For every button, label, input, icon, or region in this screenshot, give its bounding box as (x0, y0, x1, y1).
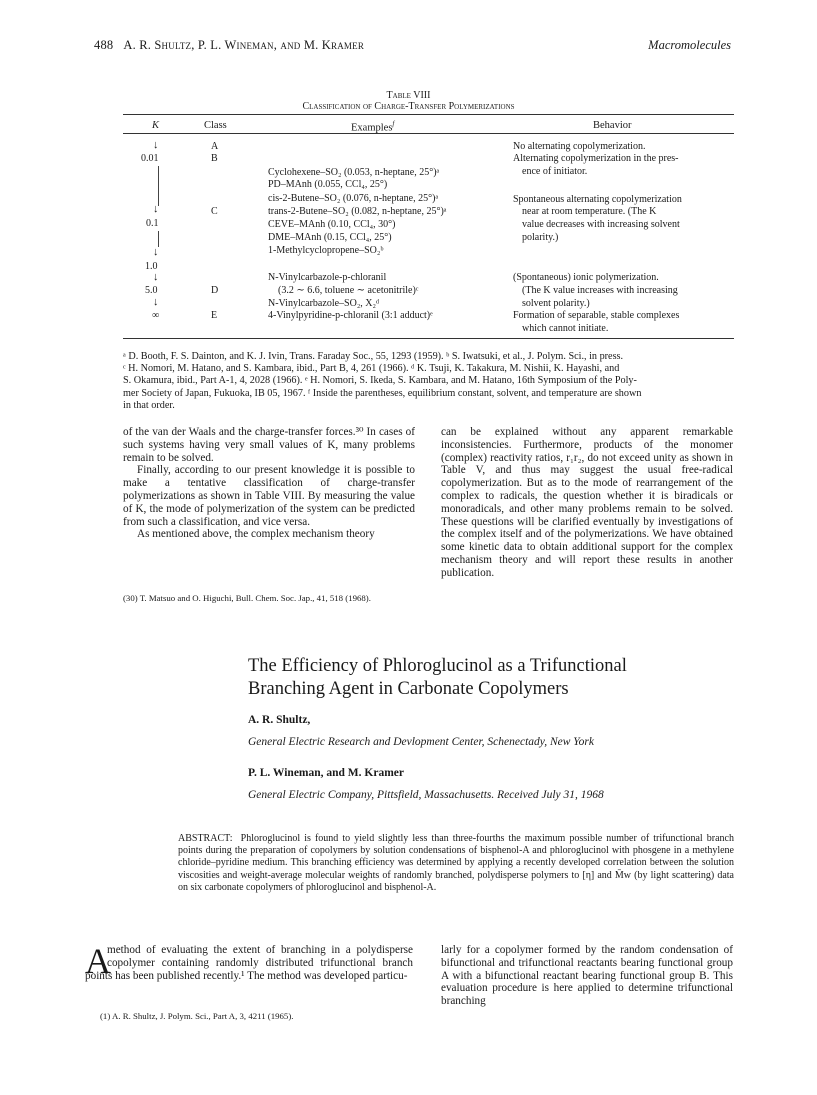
class-label: A (211, 141, 219, 152)
behavior-text: (The K value increases with increasing (522, 285, 678, 296)
class-label: B (211, 153, 218, 164)
example-entry: PD–MAnh (0.055, CCl₄, 25°) (268, 179, 388, 190)
k-value: 0.1 (146, 218, 159, 229)
abstract (178, 833, 734, 894)
behavior-text: (Spontaneous) ionic polymerization. (513, 272, 659, 283)
down-arrow-icon: ↓ (153, 246, 159, 258)
table-footnote: S. Okamura, ibid., Part A-1, 4, 2028 (1966). ᵉ H. Nomori, S. Ikeda, S. Kambara, and M. Hatano, 16th Symposium of the Poly- (123, 375, 637, 387)
left-column-text (123, 426, 415, 541)
behavior-text: polarity.) (522, 232, 559, 243)
example-entry: (3.2 ∼ 6.6, toluene ∼ acetonitrile)ᶜ (278, 285, 419, 296)
affiliation-1: General Electric Research and Devlopment Center, Schenectady, New York (248, 736, 594, 748)
reference-1: (1) A. R. Shultz, J. Polym. Sci., Part A, 3, 4211 (1965). (100, 1011, 294, 1021)
behavior-text: No alternating copolymerization. (513, 141, 646, 152)
table-label: Table VIII (386, 90, 431, 101)
example-entry: cis-2-Butene–SO₂ (0.076, n-heptane, 25°)ᵃ (268, 193, 439, 204)
col-header-behavior: Behavior (593, 120, 632, 131)
body-paragraph: can be explained without any apparent remarkable inconsistencies. Furthermore, products of the monomer (complex) reactivity ratios, r₁r₂, do not exceed unity as shown in Table V, and thus may suggest the usual free-radical copolymerization. But as to the mode of rearrangement of the complex to radicals, the question whether it is biradicals or monoradicals, and other many problems remain to be solved. These questions will be clarified eventually by investigations of the complex itself and of the polymerizations. We have obtained some kinetic data to obtain additional support for the complex mechanism theory and will report these results in another publication. (441, 426, 733, 579)
behavior-text: solvent polarity.) (522, 298, 590, 309)
intro-left-text: method of evaluating the extent of branching in a polydisperse copolymer containing randomly distributed trifunctional branch points has been published recently.¹ The method was developed particu- (85, 944, 413, 982)
behavior-text: Formation of separable, stable complexes (513, 310, 680, 321)
behavior-text: near at room temperature. (The K (522, 206, 657, 217)
col-header-class: Class (204, 120, 227, 131)
journal-name: Macromolecules (648, 38, 731, 52)
page-number: 488 (94, 38, 114, 52)
author-2: P. L. Wineman, and M. Kramer (248, 767, 405, 779)
behavior-text: which cannot initiate. (522, 323, 609, 334)
class-label: E (211, 310, 218, 321)
behavior-text: Alternating copolymerization in the pres- (513, 153, 679, 164)
col-header-examples: Examples$^f$ (351, 120, 395, 134)
k-scale-line (158, 166, 159, 206)
body-paragraph: of the van der Waals and the charge-transfer forces.³⁰ In cases of such systems having very small values of K, many problems remain to be solved. (123, 426, 415, 464)
body-paragraph: As mentioned above, the complex mechanism theory (137, 528, 375, 541)
example-entry: 1-Methylcyclopropene–SO₂ᵇ (268, 245, 384, 256)
k-value: 5.0 (145, 285, 158, 296)
abstract-text: Phloroglucinol is found to yield slightly less than three-fourths the maximum possible number of trifunctional branch points during the preparation of copolymers by solution condensations of bisphenol-A and phloroglucinol with phosgene in a methylene chloride–pyridine medium. This branching efficiency was determined by applying a recently developed correlation between the solution viscosities and weight-average molecular weights of randomly branched, polydisperse polymers to [η] and M̄w (by light scattering) data on six carbonate copolymers of phloroglucinol and bisphenol-A. (178, 833, 734, 893)
author-1: A. R. Shultz, (248, 714, 311, 726)
example-entry: N-Vinylcarbazole-p-chloranil (268, 272, 387, 283)
table-footnote: ᶜ H. Nomori, M. Hatano, and S. Kambara, ibid., Part B, 4, 261 (1966). ᵈ K. Tsuji, K. Takakura, M. Nishii, K. Hayashi, and (123, 363, 620, 375)
abstract-label: ABSTRACT: (178, 833, 233, 844)
down-arrow-icon: ↓ (153, 203, 159, 215)
down-arrow-icon: ↓ (153, 139, 159, 151)
k-value: 1.0 (145, 261, 158, 272)
example-entry: Cyclohexene–SO₂ (0.053, n-heptane, 25°)ᵃ (268, 167, 440, 178)
table-footnotes (123, 351, 735, 412)
example-entry: CEVE–MAnh (0.10, CCl₄, 30°) (268, 219, 396, 230)
example-entry: N-Vinylcarbazole–SO₂, X₂ᵈ (268, 298, 380, 309)
example-entry: 4-Vinylpyridine-p-chloranil (3:1 adduct)ᵉ (268, 310, 433, 321)
table-header-rule (123, 133, 734, 134)
table-footnote: ᵃ D. Booth, F. S. Dainton, and K. J. Ivin, Trans. Faraday Soc., 55, 1293 (1959). ᵇ S. Iwatsuki, et al., J. Polym. Sci., in press. (123, 351, 624, 362)
behavior-text: value decreases with increasing solvent (522, 219, 680, 230)
behavior-text: ence of initiator. (522, 166, 588, 177)
article-title: The Efficiency of Phloroglucinol as a Trifunctional Branching Agent in Carbonate Copolymers (248, 656, 627, 699)
body-paragraph: Finally, according to our present knowledge it is possible to make a tentative classification of charge-transfer polymerizations as shown in Table VIII. By measuring the value of K, the mode of polymerization of the system can be predicted from such a classification, and vice versa. (123, 464, 415, 528)
col-header-k: K (152, 120, 160, 131)
class-label: D (211, 285, 219, 296)
class-label: C (211, 206, 218, 217)
intro-right-text: larly for a copolymer formed by the random condensation of bifunctional and trifunctional reactants bearing functional group A with a bifunctional reactant bearing functional group B. This evaluation procedure is here applied to determine trifunctional branching (441, 944, 733, 1008)
behavior-text: Spontaneous alternating copolymerization (513, 194, 682, 205)
k-scale-line (158, 231, 159, 247)
affiliation-2: General Electric Company, Pittsfield, Massachusetts. Received July 31, 1968 (248, 789, 604, 801)
table-footnote: in that order. (123, 399, 175, 411)
down-arrow-icon: ↓ (153, 296, 159, 308)
reference-30: (30) T. Matsuo and O. Higuchi, Bull. Chem. Soc. Jap., 41, 518 (1968). (123, 593, 371, 603)
table-footnote: mer Society of Japan, Fukuoka, IB 05, 1967. ᶠ Inside the parentheses, equilibrium constant, solvent, and temperature are shown (123, 387, 642, 399)
table-top-rule (123, 114, 734, 115)
drop-cap: A (85, 941, 111, 981)
right-column-text (441, 426, 733, 580)
k-value: ∞ (152, 310, 160, 321)
k-value: 0.01 (141, 153, 159, 164)
running-authors: A. R. Shultz, P. L. Wineman, and M. Kramer (123, 38, 365, 52)
example-entry: DME–MAnh (0.15, CCl₄, 25°) (268, 232, 392, 243)
example-entry: trans-2-Butene–SO₂ (0.082, n-heptane, 25°)ᵃ (268, 206, 447, 217)
down-arrow-icon: ↓ (153, 271, 159, 283)
table-title: Classification of Charge-Transfer Polymerizations (302, 101, 515, 112)
running-header-left (94, 38, 364, 53)
table-bottom-rule (123, 338, 734, 339)
